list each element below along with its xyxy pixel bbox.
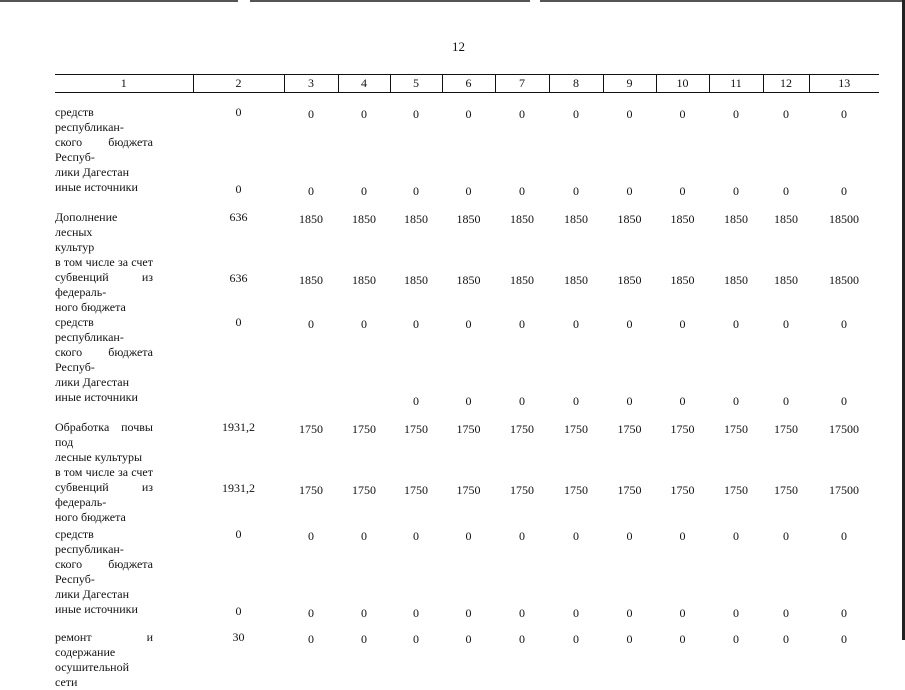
cell-value: 0 [193,315,284,390]
row-label-line: в том числе за счет [55,255,153,270]
cell-value: 0 [549,527,603,602]
cell-value: 0 [193,602,284,630]
row-label-line: ского бюджета Респуб- [55,135,153,165]
cell-value: 1750 [390,465,442,527]
cell-value: 18500 [809,210,879,255]
cell-value: 1750 [495,465,549,527]
cell-value: 636 [193,255,284,315]
row-label-line: средств республикан- [55,105,153,135]
cell-value: 0 [763,527,809,602]
cell-value: 1750 [549,420,603,465]
cell-value: 0 [495,105,549,180]
column-header-5: 5 [390,75,442,93]
cell-value: 1850 [603,255,656,315]
row-label-line: субвенций из федераль- [55,480,153,510]
row-label-line: иные источники [55,390,153,405]
row-label-line: субвенций из федераль- [55,270,153,300]
cell-value: 0 [603,390,656,420]
cell-value [284,390,338,420]
cell-value: 0 [709,105,763,180]
page-top-border-gap [238,0,250,2]
cell-value: 1750 [495,420,549,465]
row-label-line: иные источники [55,180,153,195]
row-label-line: ского бюджета Респуб- [55,557,153,587]
row-label [55,465,193,527]
column-header-11: 11 [709,75,763,93]
cell-value: 1750 [338,465,390,527]
cell-value: 0 [709,315,763,390]
table-row [55,420,879,465]
cell-value: 1750 [709,465,763,527]
table-row [55,315,879,390]
table-body [55,93,879,690]
row-label-line: лики Дагестан [55,375,153,390]
cell-value: 1850 [390,210,442,255]
table-row [55,630,879,690]
row-label-line: осушительной сети [55,660,153,690]
cell-value: 0 [549,180,603,210]
cell-value: 0 [549,602,603,630]
cell-value: 0 [338,105,390,180]
page-number: 12 [452,39,465,55]
cell-value: 0 [442,630,495,690]
cell-value: 0 [656,390,709,420]
cell-value: 0 [284,105,338,180]
cell-value: 1850 [390,255,442,315]
cell-value: 0 [656,602,709,630]
cell-value: 0 [495,630,549,690]
cell-value: 0 [442,390,495,420]
table-row [55,465,879,527]
cell-value: 1850 [442,210,495,255]
cell-value: 0 [549,630,603,690]
cell-value: 1850 [284,210,338,255]
table-row [55,527,879,602]
cell-value: 1750 [284,420,338,465]
cell-value: 1850 [549,255,603,315]
row-label-line: иные источники [55,602,153,617]
cell-value: 30 [193,630,284,690]
cell-value: 0 [809,105,879,180]
row-label [55,105,193,180]
row-label-line: ного бюджета [55,300,153,315]
cell-value: 1750 [442,465,495,527]
column-header-12: 12 [763,75,809,93]
row-label [55,630,193,690]
row-label [55,602,193,630]
cell-value: 1750 [603,465,656,527]
cell-value: 0 [656,105,709,180]
cell-value: 0 [709,180,763,210]
cell-value: 1931,2 [193,465,284,527]
cell-value: 1850 [495,210,549,255]
cell-value: 0 [809,315,879,390]
cell-value: 1750 [549,465,603,527]
cell-value: 1850 [709,255,763,315]
row-label-line: лики Дагестан [55,587,153,602]
row-label [55,255,193,315]
cell-value: 1850 [338,210,390,255]
cell-value: 0 [763,315,809,390]
table-row [55,180,879,210]
cell-value: 1850 [656,255,709,315]
row-label [55,527,193,602]
row-label-line: Дополнение лесных [55,210,153,240]
row-label-line: лесные культуры [55,450,153,465]
cell-value: 1750 [284,465,338,527]
column-header-9: 9 [603,75,656,93]
cell-value: 0 [338,602,390,630]
row-label [55,315,193,390]
cell-value: 1750 [709,420,763,465]
column-header-3: 3 [284,75,338,93]
cell-value: 0 [495,315,549,390]
table-row [55,105,879,180]
cell-value: 0 [495,602,549,630]
cell-value: 1850 [549,210,603,255]
cell-value: 0 [338,180,390,210]
cell-value [338,390,390,420]
cell-value: 0 [390,105,442,180]
cell-value: 1750 [763,420,809,465]
cell-value: 0 [763,105,809,180]
cell-value: 0 [193,105,284,180]
row-label [55,180,193,210]
row-label-line: культур [55,240,153,255]
cell-value: 0 [284,630,338,690]
cell-value: 0 [549,105,603,180]
cell-value: 1750 [656,465,709,527]
cell-value: 0 [390,527,442,602]
cell-value: 0 [442,527,495,602]
cell-value: 0 [284,527,338,602]
cell-value: 0 [763,602,809,630]
row-label-line: средств республикан- [55,315,153,345]
table-row [55,255,879,315]
cell-value: 0 [809,390,879,420]
row-label [55,210,193,255]
column-header-13: 13 [809,75,879,93]
row-label [55,390,193,420]
cell-value: 1931,2 [193,420,284,465]
cell-value: 0 [442,315,495,390]
cell-value: 0 [656,315,709,390]
page-top-border [0,0,905,2]
cell-value: 636 [193,210,284,255]
cell-value: 0 [809,527,879,602]
column-header-1: 1 [55,75,193,93]
cell-value: 0 [709,390,763,420]
table-row [55,602,879,630]
column-header-4: 4 [338,75,390,93]
cell-value: 0 [284,315,338,390]
cell-value: 0 [709,602,763,630]
cell-value [193,390,284,420]
cell-value: 0 [656,630,709,690]
cell-value: 0 [338,315,390,390]
column-header-6: 6 [442,75,495,93]
cell-value: 0 [656,180,709,210]
cell-value: 0 [809,180,879,210]
cell-value: 0 [656,527,709,602]
cell-value: 1750 [390,420,442,465]
column-header-7: 7 [495,75,549,93]
cell-value: 17500 [809,420,879,465]
cell-value: 0 [603,602,656,630]
column-header-8: 8 [549,75,603,93]
cell-value: 0 [763,390,809,420]
cell-value: 1850 [656,210,709,255]
row-label-line: лики Дагестан [55,165,153,180]
column-header-2: 2 [193,75,284,93]
cell-value: 1850 [284,255,338,315]
row-label-line: в том числе за счет [55,465,153,480]
cell-value: 0 [549,315,603,390]
cell-value: 0 [709,527,763,602]
cell-value: 0 [603,630,656,690]
cell-value: 0 [495,390,549,420]
cell-value: 0 [603,105,656,180]
column-header-10: 10 [656,75,709,93]
cell-value: 0 [495,527,549,602]
cell-value: 1750 [442,420,495,465]
cell-value: 0 [338,630,390,690]
table-row [55,390,879,420]
row-label [55,420,193,465]
cell-value: 0 [709,630,763,690]
cell-value: 0 [603,527,656,602]
cell-value: 1850 [763,210,809,255]
cell-value: 0 [603,180,656,210]
row-label-line: Обработка почвы под [55,420,153,450]
cell-value: 0 [442,180,495,210]
cell-value: 0 [809,602,879,630]
cell-value: 1850 [442,255,495,315]
cell-value: 0 [284,180,338,210]
cell-value: 0 [763,180,809,210]
row-label-line: ремонт и содержание [55,630,153,660]
cell-value: 0 [390,315,442,390]
column-number-row [55,75,879,93]
cell-value: 0 [603,315,656,390]
cell-value: 1750 [338,420,390,465]
cell-value: 0 [338,527,390,602]
cell-value: 1850 [495,255,549,315]
row-label-line: ного бюджета [55,510,153,525]
cell-value: 0 [442,602,495,630]
cell-value: 0 [284,602,338,630]
cell-value: 1850 [338,255,390,315]
cell-value: 1750 [656,420,709,465]
cell-value: 0 [390,630,442,690]
cell-value: 0 [763,630,809,690]
cell-value: 0 [549,390,603,420]
table-row [55,210,879,255]
budget-table [55,74,879,690]
cell-value: 0 [495,180,549,210]
cell-value: 0 [809,630,879,690]
cell-value: 0 [442,105,495,180]
cell-value: 18500 [809,255,879,315]
cell-value: 0 [390,390,442,420]
page-top-border-gap [530,0,540,2]
row-label-line: ского бюджета Респуб- [55,345,153,375]
cell-value: 0 [193,180,284,210]
row-label-line: средств республикан- [55,527,153,557]
cell-value: 1750 [763,465,809,527]
cell-value: 1850 [709,210,763,255]
cell-value: 0 [193,527,284,602]
cell-value: 0 [390,180,442,210]
cell-value: 17500 [809,465,879,527]
cell-value: 1750 [603,420,656,465]
cell-value: 1850 [763,255,809,315]
cell-value: 0 [390,602,442,630]
cell-value: 1850 [603,210,656,255]
